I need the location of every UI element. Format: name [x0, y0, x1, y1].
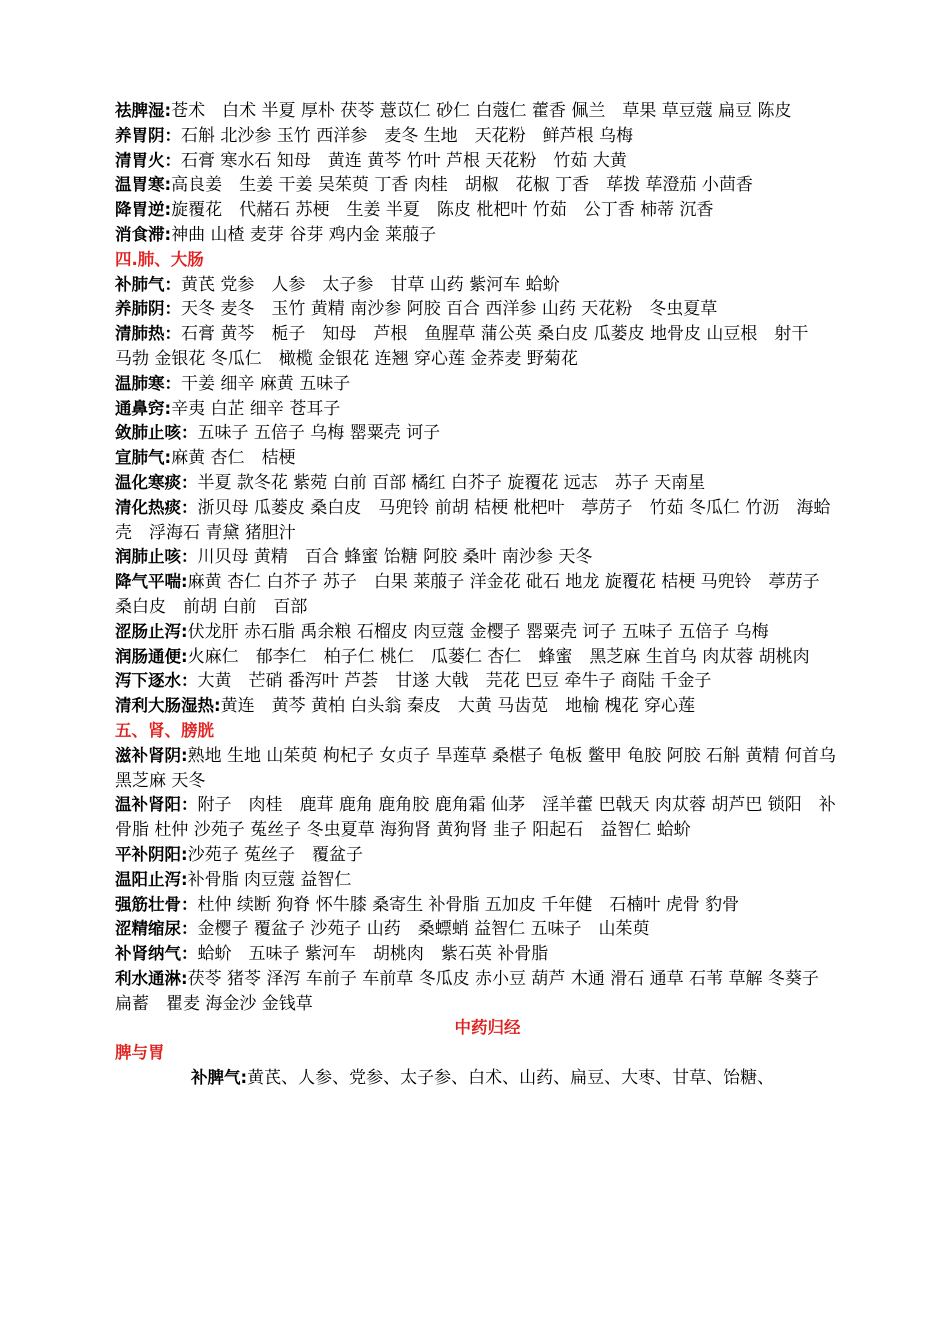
- entry-text: 附子 肉桂 鹿茸 鹿角 鹿角胶 鹿角霜 仙茅 淫羊藿 巴戟天 肉苁蓉 胡芦巴 锁阳 补骨脂 杜仲 沙苑子 菟丝子 冬虫夏草 海狗肾 黄狗肾 韭子 阳起石 益智仁 蛤蚧: [115, 795, 836, 841]
- entry-text: 补骨脂 肉豆蔻 益智仁: [187, 869, 352, 890]
- herb-entry: [115, 297, 840, 322]
- entry-label: 滋补肾阴:: [115, 745, 188, 765]
- entry-label: 温阳止泻:: [115, 869, 188, 889]
- entry-label: 补脾气:: [191, 1068, 248, 1088]
- entry-label: 涩肠止泻:: [115, 621, 188, 641]
- herb-entry: [115, 694, 840, 719]
- entry-label: 润肺止咳：: [115, 547, 198, 567]
- entry-text: 石膏 黄芩 栀子 知母 芦根 鱼腥草 蒲公英 桑白皮 瓜蒌皮 地骨皮 山豆根 射干 马勃 金银花 冬瓜仁 橄榄 金银花 连翘 穿心莲 金荞麦 野菊花: [115, 324, 826, 369]
- entry-text: 火麻仁 郁李仁 柏子仁 桃仁 瓜蒌仁 杏仁 蜂蜜 黑芝麻 生首乌 肉苁蓉 胡桃肉: [187, 646, 810, 667]
- entry-label: 敛肺止咳：: [115, 423, 198, 443]
- herb-entry: [115, 223, 840, 248]
- herb-entry: [115, 967, 840, 1017]
- herb-entry: [115, 273, 840, 298]
- section-heading-lung: 四.肺、大肠: [115, 249, 204, 269]
- entry-text: 旋覆花 代赭石 苏梗 生姜 半夏 陈皮 枇杷叶 竹茹 公丁香 柿蒂 沉香: [171, 200, 714, 221]
- herb-entry: [115, 322, 840, 372]
- entry-text: 辛夷 白芷 细辛 苍耳子: [171, 398, 341, 419]
- entry-text: 干姜 细辛 麻黄 五味子: [181, 373, 351, 394]
- herb-entry: [115, 917, 840, 942]
- entry-label: 宣肺气:: [115, 448, 172, 468]
- document-title: 中药归经: [454, 1018, 521, 1038]
- entry-text: 杜仲 续断 狗脊 怀牛膝 桑寄生 补骨脂 五加皮 千年健 石楠叶 虎骨 豹骨: [197, 894, 740, 915]
- entry-label: 补肾纳气：: [115, 944, 198, 964]
- entry-text: 大黄 芒硝 番泻叶 芦荟 甘遂 大戟 芫花 巴豆 牵牛子 商陆 千金子: [197, 671, 712, 692]
- entry-text: 川贝母 黄精 百合 蜂蜜 饴糖 阿胶 桑叶 南沙参 天冬: [197, 547, 593, 568]
- entry-text: 苍术 白术 半夏 厚朴 茯苓 薏苡仁 砂仁 白蔻仁 藿香 佩兰 草果 草豆蔻 扁豆 陈皮: [171, 101, 792, 121]
- document-body: [115, 99, 840, 1091]
- entry-label: 补肺气：: [115, 274, 181, 294]
- entry-text: 黄连 黄芩 黄柏 白头翁 秦皮 大黄 马齿苋 地榆 槐花 穿心莲: [220, 696, 696, 717]
- lung-intestine-group: [115, 273, 840, 719]
- herb-entry: [115, 471, 840, 496]
- herb-entry: [115, 545, 840, 570]
- entry-text: 沙苑子 菟丝子 覆盆子: [187, 844, 364, 865]
- herb-entry: [115, 645, 840, 670]
- herb-entry: [115, 570, 840, 620]
- entry-label: 温补肾阳：: [115, 795, 198, 815]
- herb-entry: [115, 421, 840, 446]
- kidney-bladder-group: [115, 744, 840, 1017]
- herb-entry: [115, 793, 840, 843]
- entry-label: 养胃阴：: [115, 125, 181, 145]
- entry-text: 金樱子 覆盆子 沙苑子 山药 桑螵蛸 益智仁 五味子 山茱萸: [197, 919, 650, 940]
- section-heading-spleen: 脾与胃: [115, 1043, 165, 1063]
- entry-label: 清化热痰：: [115, 497, 198, 517]
- entry-label: 泻下逐水：: [115, 671, 198, 691]
- herb-entry: [115, 620, 840, 645]
- entry-text: 伏龙肝 赤石脂 禹余粮 石榴皮 肉豆蔻 金樱子 罂粟壳 诃子 五味子 五倍子 乌梅: [187, 621, 769, 642]
- entry-text: 天冬 麦冬 玉竹 黄精 南沙参 阿胶 百合 西洋参 山药 天花粉 冬虫夏草: [181, 299, 718, 320]
- herb-entry: [115, 198, 840, 223]
- herb-entry: [115, 397, 840, 422]
- entry-label: 涩精缩尿：: [115, 919, 198, 939]
- herb-entry: [115, 1066, 840, 1091]
- herb-entry: [115, 942, 840, 967]
- entry-label: 养肺阴：: [115, 299, 181, 319]
- entry-text: 黄芪 党参 人参 太子参 甘草 山药 紫河车 蛤蚧: [181, 274, 560, 295]
- herb-entry: [115, 99, 840, 124]
- entry-text: 麻黄 杏仁 桔梗: [171, 448, 296, 469]
- entry-label: 利水通淋:: [115, 968, 188, 988]
- entry-text: 浙贝母 瓜蒌皮 桑白皮 马兜铃 前胡 桔梗 枇杷叶 葶苈子 竹茹 冬瓜仁 竹沥 海蛤壳 浮海石 青黛 猪胆汁: [115, 497, 831, 543]
- entry-label: 强筋壮骨：: [115, 894, 198, 914]
- entry-text: 麻黄 杏仁 白芥子 苏子 白果 莱菔子 洋金花 砒石 地龙 旋覆花 桔梗 马兜铃 葶苈子 桑白皮 前胡 白前 百部: [115, 572, 820, 617]
- entry-text: 石膏 寒水石 知母 黄连 黄芩 竹叶 芦根 天花粉 竹茹 大黄: [181, 150, 627, 171]
- herb-entry: [115, 843, 840, 868]
- entry-label: 消食滞:: [115, 224, 172, 244]
- entry-text: 石斛 北沙参 玉竹 西洋参 麦冬 生地 天花粉 鲜芦根 乌梅: [181, 125, 634, 146]
- entry-label: 温化寒痰：: [115, 472, 198, 492]
- entry-label: 清胃火：: [115, 150, 181, 170]
- entry-text: 神曲 山楂 麦芽 谷芽 鸡内金 莱菔子: [171, 224, 437, 245]
- entry-text: 半夏 款冬花 紫菀 白前 百部 橘红 白芥子 旋覆花 远志 苏子 天南星: [197, 472, 706, 493]
- entry-label: 清利大肠湿热:: [115, 696, 221, 716]
- entry-text: 茯苓 猪苓 泽泻 车前子 车前草 冬瓜皮 赤小豆 葫芦 木通 滑石 通草 石苇 草解 冬葵子 扁蓄 瞿麦 海金沙 金钱草: [115, 968, 819, 1014]
- entry-label: 温胃寒:: [115, 175, 172, 195]
- section-heading-kidney: 五、肾、膀胱: [115, 720, 214, 740]
- entry-text: 蛤蚧 五味子 紫河车 胡桃肉 紫石英 补骨脂: [197, 944, 549, 965]
- herb-entry: [115, 744, 840, 794]
- entry-label: 通鼻窍:: [115, 398, 172, 418]
- entry-text: 黄芪、人参、党参、太子参、白术、山药、扁豆、大枣、甘草、饴糖、: [247, 1068, 775, 1089]
- entry-label: 降胃逆:: [115, 200, 172, 220]
- entry-text: 五味子 五倍子 乌梅 罂粟壳 诃子: [197, 423, 441, 444]
- entry-label: 清肺热：: [115, 324, 181, 344]
- herb-entry: [115, 496, 840, 546]
- entry-text: 熟地 生地 山茱萸 枸杞子 女贞子 旱莲草 桑椹子 龟板 鳖甲 龟胶 阿胶 石斛 黄精 何首乌 黑芝麻 天冬: [115, 745, 836, 791]
- entry-label: 平补阴阳:: [115, 844, 188, 864]
- entry-label: 祛脾湿:: [115, 101, 172, 120]
- herb-entry: [115, 446, 840, 471]
- spleen-stomach-group: [115, 99, 840, 248]
- entry-label: 温肺寒：: [115, 373, 181, 393]
- herb-entry: [115, 173, 840, 198]
- entry-label: 润肠通便:: [115, 646, 188, 666]
- herb-entry: [115, 124, 840, 149]
- herb-entry: [115, 669, 840, 694]
- entry-label: 降气平喘:: [115, 572, 188, 592]
- herb-entry: [115, 893, 840, 918]
- entry-text: 高良姜 生姜 干姜 吴茱萸 丁香 肉桂 胡椒 花椒 丁香 荜拨 荜澄茄 小茴香: [171, 175, 753, 196]
- herb-entry: [115, 149, 840, 174]
- herb-entry: [115, 868, 840, 893]
- herb-entry: [115, 372, 840, 397]
